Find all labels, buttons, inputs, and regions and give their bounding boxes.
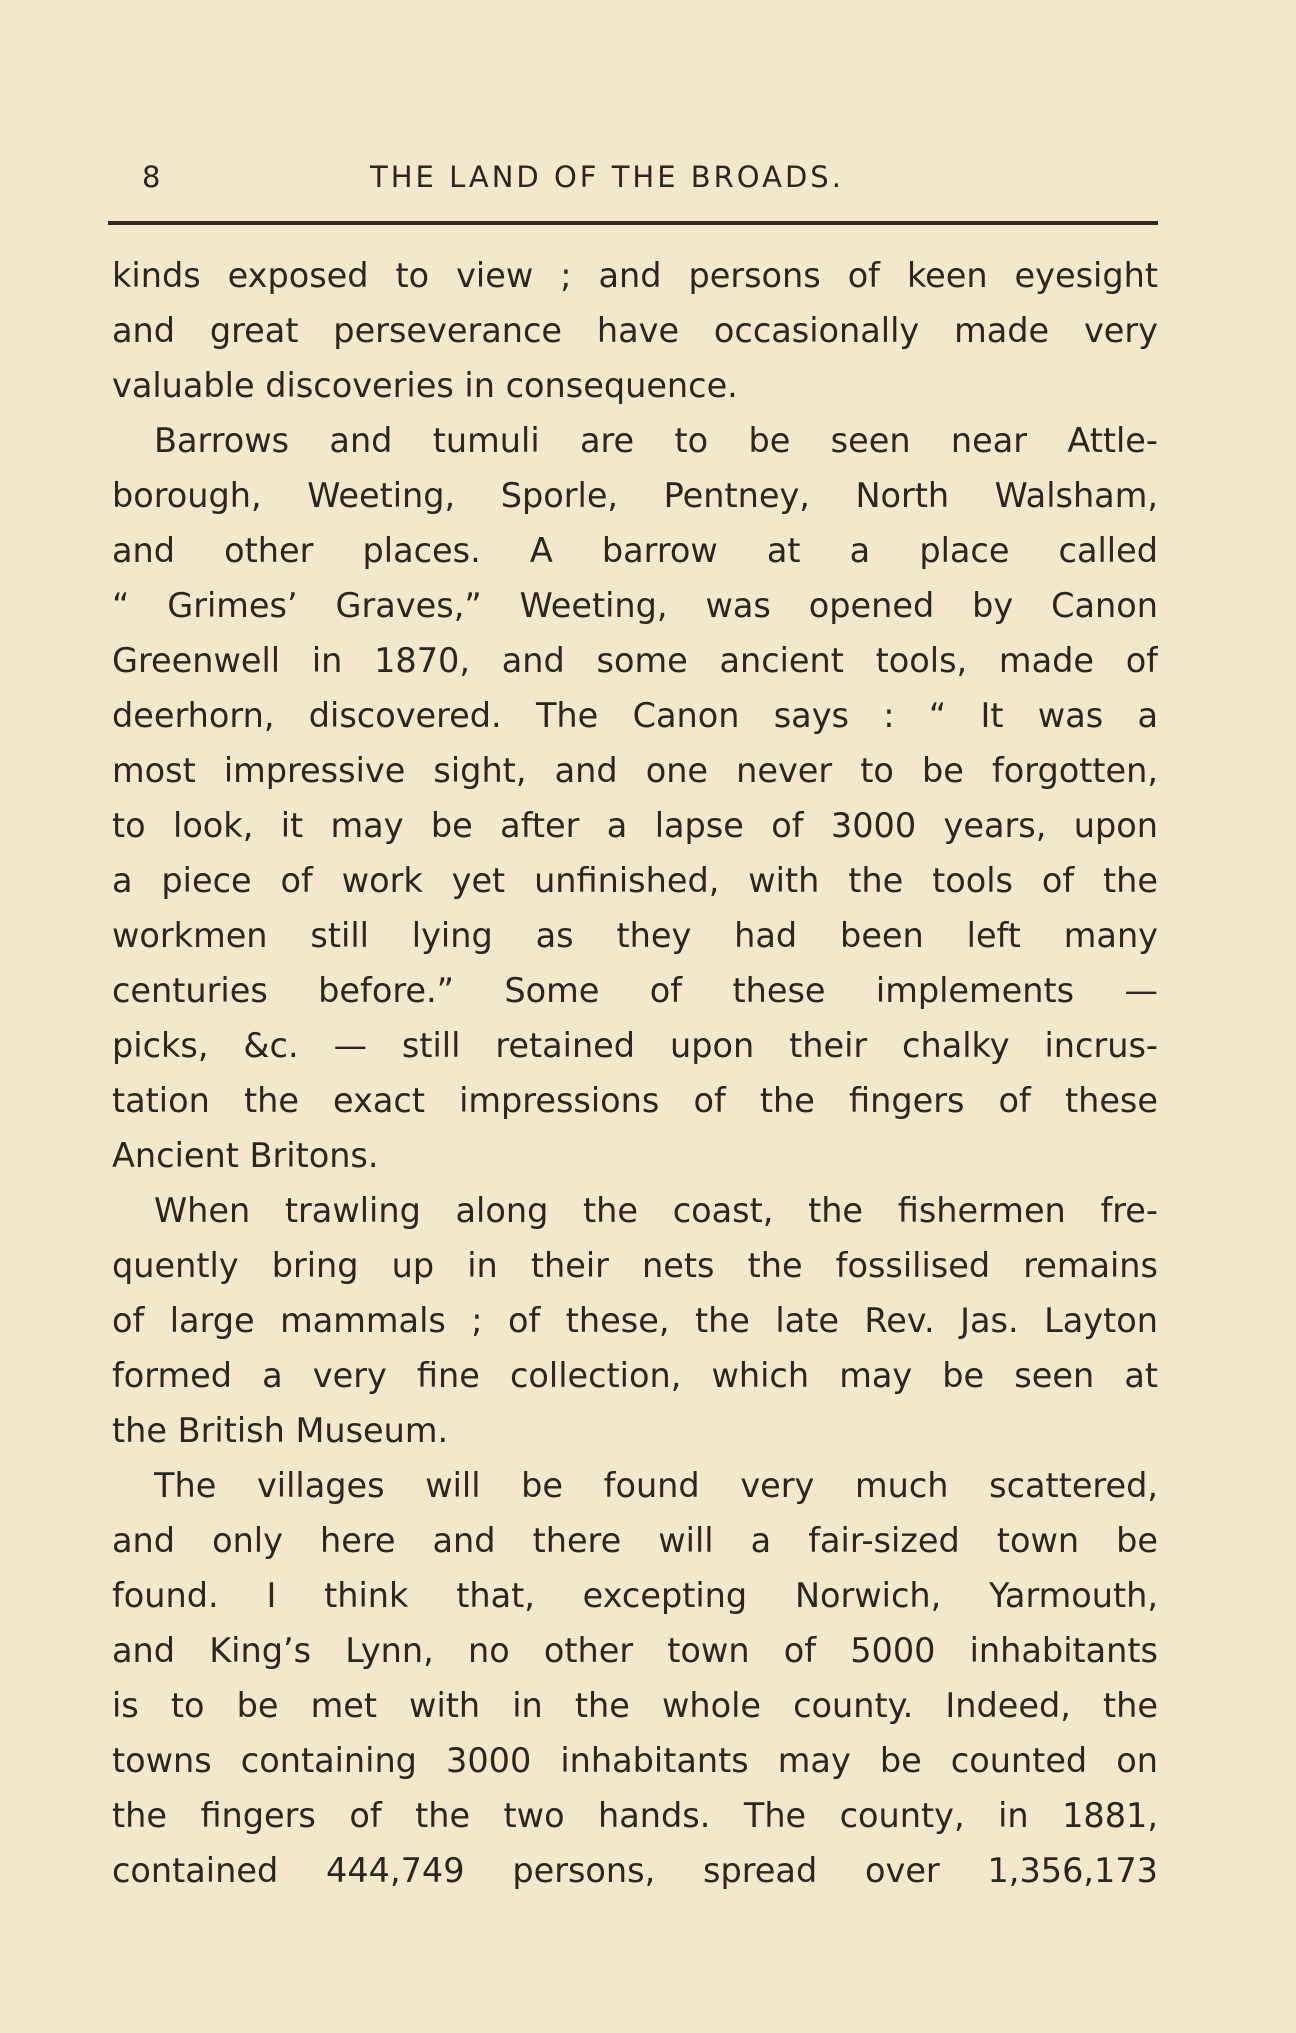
running-title: THE LAND OF THE BROADS.	[370, 160, 844, 194]
text-line: contained 444,749 persons, spread over 1,356,173	[112, 1851, 1158, 1890]
text-line: valuable discoveries in consequence.	[112, 366, 738, 405]
text-line: The villages will be found very much scattered,	[154, 1466, 1158, 1505]
text-line: borough, Weeting, Sporle, Pentney, North Walsham,	[112, 476, 1158, 515]
text-line: centuries before.” Some of these implements —	[112, 971, 1158, 1010]
text-line: and King’s Lynn, no other town of 5000 inhabitants	[112, 1631, 1158, 1670]
running-head	[112, 160, 1156, 204]
text-line: towns containing 3000 inhabitants may be counted on	[112, 1741, 1158, 1780]
text-line: tation the exact impressions of the fingers of these	[112, 1081, 1158, 1120]
text-line: a piece of work yet unfinished, with the tools of the	[112, 861, 1158, 900]
text-line: When trawling along the coast, the fishermen fre-	[154, 1191, 1158, 1230]
header-rule	[108, 221, 1158, 225]
text-line: most impressive sight, and one never to be forgotten,	[112, 751, 1158, 790]
text-line: and great perseverance have occasionally made very	[112, 311, 1158, 350]
text-line: workmen still lying as they had been left many	[112, 916, 1158, 955]
text-line: quently bring up in their nets the fossilised remains	[112, 1246, 1158, 1285]
text-line: to look, it may be after a lapse of 3000 years, upon	[112, 806, 1158, 845]
text-line: kinds exposed to view ; and persons of keen eyesight	[112, 256, 1158, 295]
text-line: “ Grimes’ Graves,” Weeting, was opened by Canon	[112, 586, 1158, 625]
text-line: and only here and there will a fair-sized town be	[112, 1521, 1158, 1560]
page-number: 8	[142, 160, 163, 194]
text-line: the fingers of the two hands. The county, in 1881,	[112, 1796, 1158, 1835]
text-line: Barrows and tumuli are to be seen near Attle-	[154, 421, 1158, 460]
text-line: Greenwell in 1870, and some ancient tools, made of	[112, 641, 1158, 680]
text-line: found. I think that, excepting Norwich, Yarmouth,	[112, 1576, 1158, 1615]
text-line: is to be met with in the whole county. Indeed, the	[112, 1686, 1158, 1725]
text-line: of large mammals ; of these, the late Rev. Jas. Layton	[112, 1301, 1158, 1340]
text-line: Ancient Britons.	[112, 1136, 379, 1175]
text-line: and other places. A barrow at a place called	[112, 531, 1158, 570]
text-line: picks, &c. — still retained upon their chalky incrus-	[112, 1026, 1158, 1065]
text-line: the British Museum.	[112, 1411, 449, 1450]
body-text	[112, 248, 1158, 1898]
text-line: deerhorn, discovered. The Canon says : “ It was a	[112, 696, 1158, 735]
text-line: formed a very fine collection, which may be seen at	[112, 1356, 1158, 1395]
